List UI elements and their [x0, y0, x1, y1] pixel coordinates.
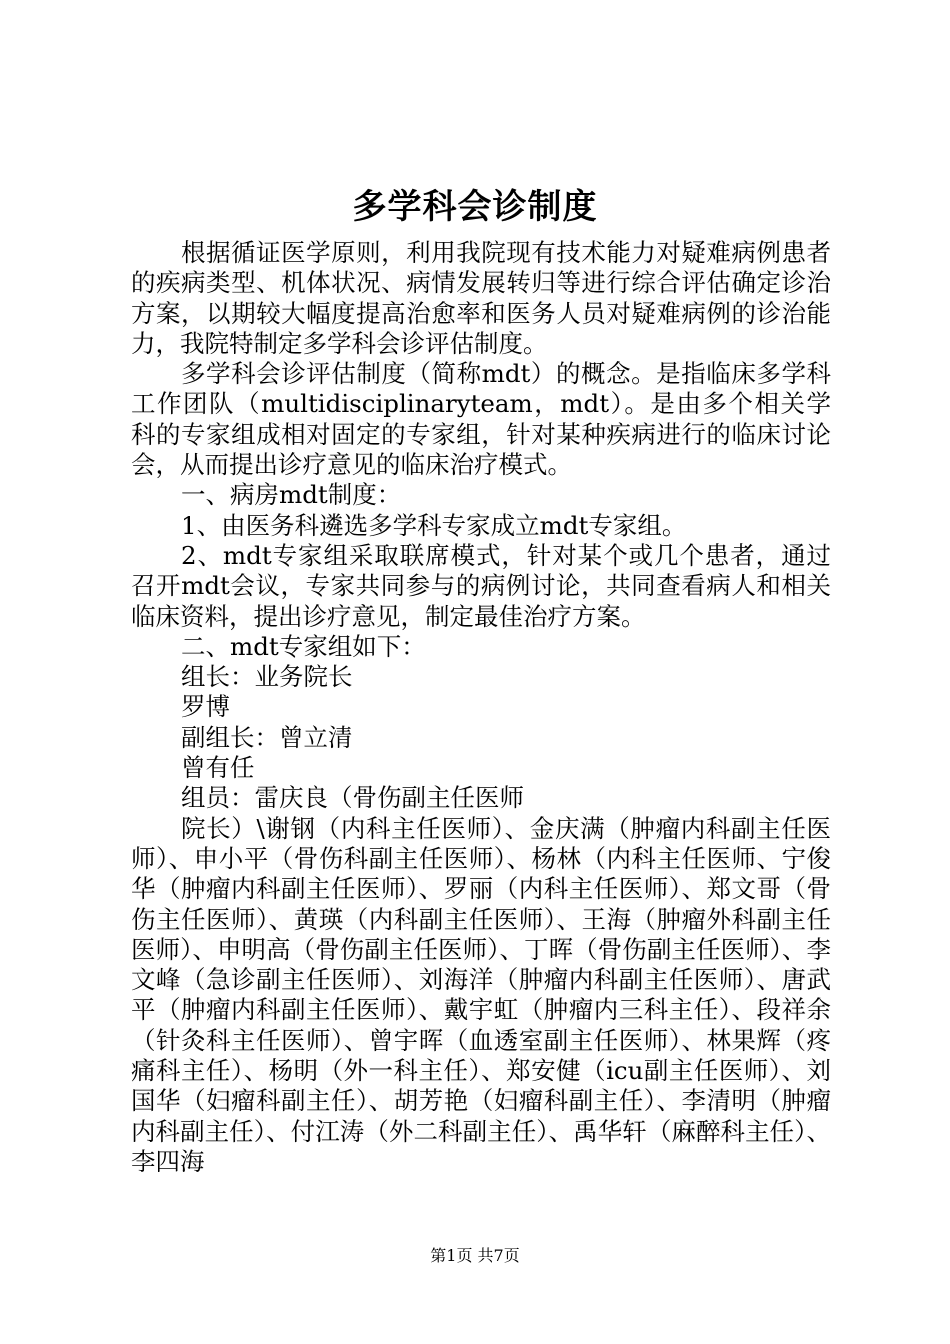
- paragraph-intro: 根据循证医学原则，利用我院现有技术能力对疑难病例患者的疾病类型、机体状况、病情发展转归等进行综合评估确定诊治方案，以期较大幅度提高治愈率和医务人员对疑难病例的诊治能力，我院特制定多学科会诊评估制度。: [131, 238, 831, 358]
- members-line: 组员：雷庆良（骨伤副主任医师: [181, 783, 524, 813]
- section-heading-expert-group: 二、mdt专家组如下：: [181, 631, 426, 661]
- paragraph-mdt-concept: 多学科会诊评估制度（简称mdt）的概念。是指临床多学科工作团队（multidisciplinaryteam，mdt）。是由多个相关学科的专家组成相对固定的专家组，针对某种疾病进行的临床讨论会，从而提出诊疗意见的临床治疗模式。: [131, 359, 831, 480]
- deputy-leader-name: 曾有任: [181, 753, 255, 783]
- group-leader-name: 罗博: [181, 692, 230, 722]
- page-footer: 第1页 共7页: [430, 1246, 520, 1265]
- document-title: 多学科会诊制度: [352, 187, 598, 227]
- document-body: [131, 238, 831, 1177]
- group-leader-line: 组长：业务院长: [181, 662, 353, 692]
- deputy-leader-line: 副组长：曾立清: [181, 722, 353, 752]
- paragraph-item-1: 1、由医务科遴选多学科专家成立mdt专家组。: [181, 510, 687, 540]
- members-list: 院长）\谢钢（内科主任医师）、金庆满（肿瘤内科副主任医师）、申小平（骨伤科副主任医师）、杨林（内科主任医师、宁俊华（肿瘤内科副主任医师）、罗丽（内科主任医师）、郑文哥（骨伤主任医师）、黄瑛（内科副主任医师）、王海（肿瘤外科副主任医师）、申明高（骨伤副主任医师）、丁晖（骨伤副主任医师）、李文峰（急诊副主任医师）、刘海洋（肿瘤内科副主任医师）、唐武平（肿瘤内科副主任医师）、戴宇虹（肿瘤内三科主任）、段祥余（针灸科主任医师）、曾宇晖（血透室副主任医师）、林果辉（疼痛科主任）、杨明（外一科主任）、郑安健（icu副主任医师）、刘国华（妇瘤科副主任）、胡芳艳（妇瘤科副主任）、李清明（肿瘤内科副主任）、付江涛（外二科副主任）、禹华轩（麻醉科主任）、李四海: [131, 813, 831, 1176]
- section-heading-ward-mdt: 一、病房mdt制度：: [181, 480, 402, 510]
- paragraph-item-2: 2、mdt专家组采取联席模式，针对某个或几个患者，通过召开mdt会议，专家共同参与的病例讨论，共同查看病人和相关临床资料，提出诊疗意见，制定最佳治疗方案。: [131, 540, 831, 631]
